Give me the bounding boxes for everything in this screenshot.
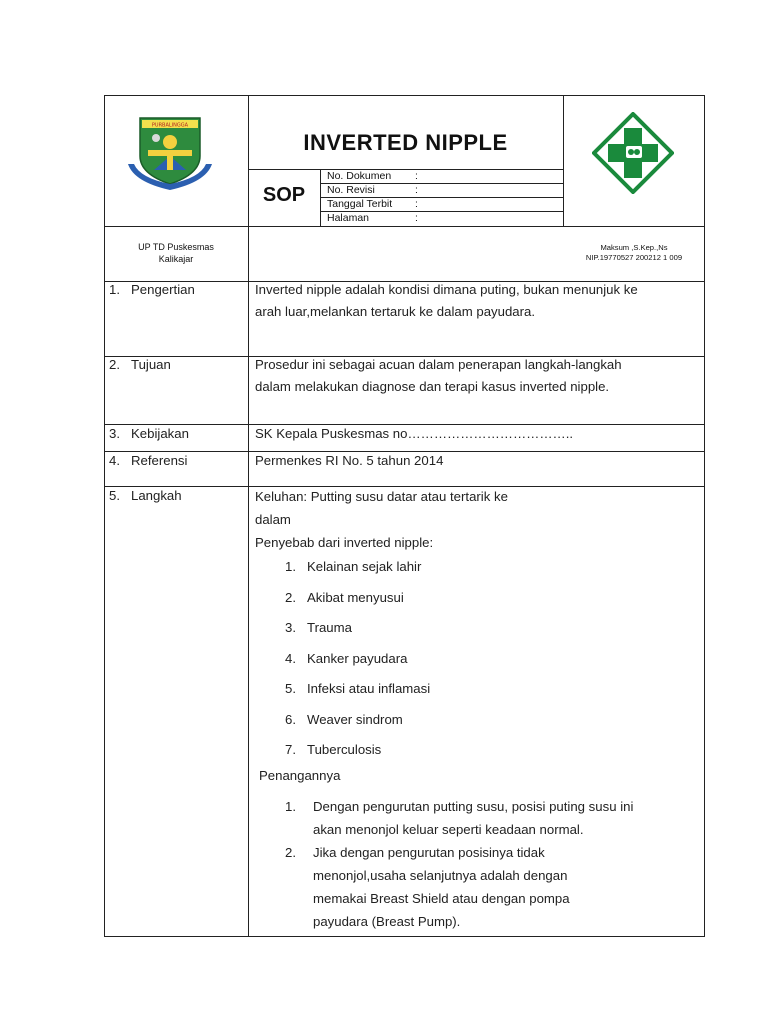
section-number: 2. [109, 357, 120, 372]
section-label-kebijakan [109, 423, 189, 445]
section-label-tujuan [109, 354, 171, 376]
penanganan-list [285, 795, 633, 933]
list-item: 7. Tuberculosis [285, 742, 382, 757]
signer-nip: NIP.19770527 200212 1 009 [585, 253, 683, 262]
text-line: dalam melakukan diagnose dan terapi kasus inverted nipple. [255, 379, 610, 394]
section-label-referensi [109, 450, 187, 472]
penanganan-title: Penangannya [259, 768, 341, 783]
column-divider [248, 95, 249, 937]
section-label: Tujuan [131, 357, 171, 372]
doc-field-separator: : [415, 212, 418, 224]
doc-field-label: Tanggal Terbit [327, 198, 393, 210]
emblem-lettering: PURBALINGGA [151, 122, 189, 129]
regional-emblem-logo [124, 112, 216, 192]
section-label-langkah [109, 485, 182, 507]
organization-line: UP TD Puskesmas [138, 242, 214, 252]
list-item: 6. Weaver sindrom [285, 711, 403, 727]
doc-field-separator: : [415, 184, 418, 196]
text-line: payudara (Breast Pump). [313, 914, 461, 929]
penyebab-list [285, 552, 430, 766]
section-number: 4. [109, 453, 120, 468]
keluhan-line: dalam [255, 512, 291, 527]
list-item: 1. Dengan pengurutan putting susu, posisi puting susu ini akan menonjol keluar seperti keadaan normal. [285, 795, 633, 841]
langkah-intro [255, 485, 508, 554]
referensi-text: Permenkes RI No. 5 tahun 2014 [255, 453, 444, 468]
text-line: menonjol,usaha selanjutnya adalah dengan [313, 868, 568, 883]
section-label: Langkah [131, 488, 182, 503]
section-label: Referensi [131, 453, 188, 468]
tujuan-text [255, 354, 622, 398]
title-divider [248, 169, 563, 170]
text-line: Inverted nipple adalah kondisi dimana puting, bukan menunjuk ke [255, 282, 638, 297]
doc-field-separator: : [415, 170, 418, 182]
puskesmas-logo [592, 112, 674, 194]
text-line: Jika dengan pengurutan posisinya tidak [313, 845, 545, 860]
text-line: akan menonjol keluar seperti keadaan normal. [313, 822, 584, 837]
list-item: 2. Akibat menyusui [285, 589, 404, 605]
page-title: INVERTED NIPPLE [303, 130, 508, 155]
text-line: arah luar,melankan tertaruk ke dalam payudara. [255, 304, 536, 319]
doc-field-label: No. Dokumen [327, 170, 392, 182]
text-line: Dengan pengurutan putting susu, posisi puting susu ini [313, 799, 634, 814]
list-item: 4. Kanker payudara [285, 650, 408, 666]
organization-name [104, 241, 248, 265]
section-number: 1. [109, 282, 120, 297]
pengertian-text [255, 279, 638, 323]
header-right-divider [563, 95, 564, 226]
keluhan-line: Keluhan: Putting susu datar atau tertarik ke [255, 489, 508, 504]
signer-name: Maksum ,S.Kep.,Ns [600, 243, 668, 252]
organization-line: Kalikajar [158, 254, 194, 264]
list-item: 2. Jika dengan pengurutan posisinya tidak menonjol,usaha selanjutnya adalah dengan memakai Breast Shield atau dengan pompa payudara (Breast Pump). [285, 841, 633, 933]
list-item: 3. Trauma [285, 620, 352, 635]
sop-label: SOP [262, 184, 306, 206]
list-item: 1. Kelainan sejak lahir [285, 559, 422, 574]
signer-block [563, 243, 705, 263]
doc-field-label: Halaman [327, 212, 370, 224]
section-number: 3. [109, 426, 120, 441]
section-label-pengertian [109, 279, 195, 301]
doc-field-separator: : [415, 198, 418, 210]
kebijakan-text: SK Kepala Puskesmas no……………………………….. [255, 426, 574, 441]
section-number: 5. [109, 488, 120, 503]
doc-field-label: No. Revisi [327, 184, 375, 196]
header-bottom-divider [104, 226, 705, 227]
text-line: memakai Breast Shield atau dengan pompa [313, 891, 570, 906]
section-label: Kebijakan [131, 426, 189, 441]
text-line: Prosedur ini sebagai acuan dalam penerapan langkah-langkah [255, 357, 622, 372]
penyebab-title: Penyebab dari inverted nipple: [255, 535, 434, 550]
list-item: 5. Infeksi atau inflamasi [285, 681, 431, 696]
section-label: Pengertian [131, 282, 195, 297]
